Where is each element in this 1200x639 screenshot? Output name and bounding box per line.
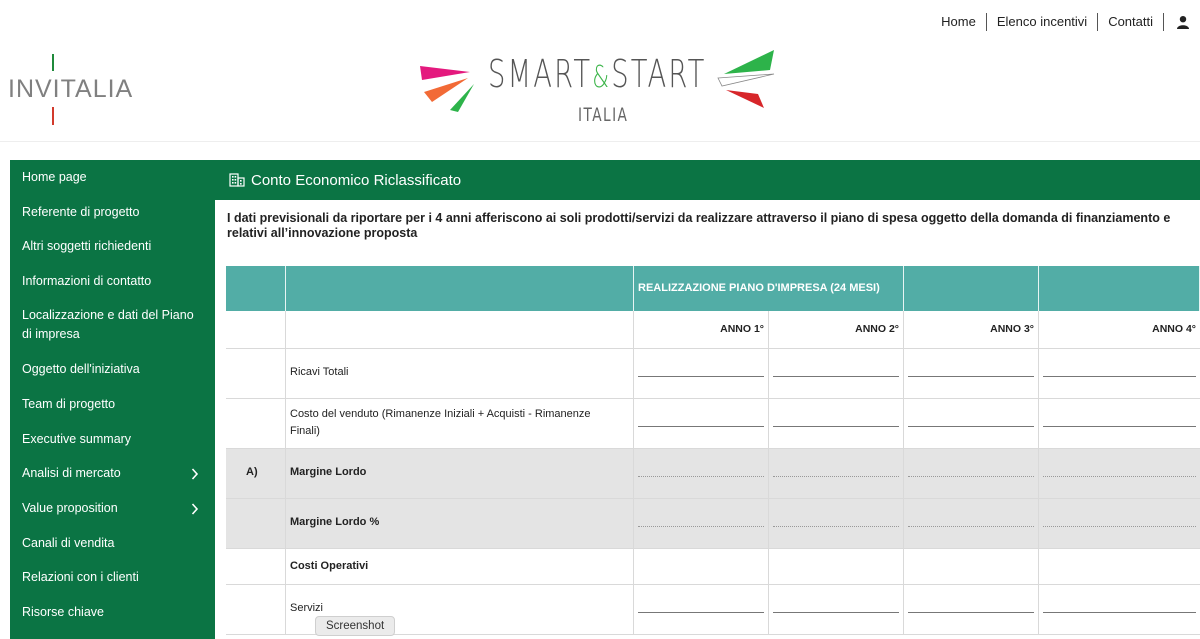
servizi-year3-input[interactable] — [908, 612, 1034, 613]
ricavi-year1-input[interactable] — [638, 376, 764, 377]
year-3-label: ANNO 3° — [990, 323, 1034, 335]
margine-year3-value — [908, 476, 1034, 477]
costo-year4-input[interactable] — [1043, 426, 1196, 427]
row-label-ricavi: Ricavi Totali — [290, 366, 349, 378]
group-header-label: REALIZZAZIONE PIANO D'IMPRESA (24 MESI) — [638, 282, 880, 294]
sidebar-item-home[interactable]: Home page — [22, 170, 87, 184]
sidebar-item-label: Value proposition — [22, 501, 118, 515]
row-label-costo-venduto: Costo del venduto (Rimanenze Iniziali + Acquisti - Rimanenze Finali) — [290, 408, 591, 437]
margine-year4-value — [1043, 476, 1196, 477]
sidebar-item-risorse[interactable]: Risorse chiave — [22, 605, 104, 619]
table-row — [226, 349, 1200, 399]
sidebar-item-altri-soggetti[interactable]: Altri soggetti richiedenti — [22, 239, 152, 253]
costo-year3-input[interactable] — [908, 426, 1034, 427]
sidebar-item-value-proposition[interactable] — [22, 499, 207, 518]
margine-year2-value — [773, 476, 899, 477]
row-label-margine-pct: Margine Lordo % — [290, 516, 380, 528]
nav-incentives[interactable]: Elenco incentivi — [987, 13, 1098, 31]
row-code: A) — [246, 466, 258, 478]
costo-year2-input[interactable] — [773, 426, 899, 427]
sidebar — [10, 160, 215, 639]
nav-home[interactable]: Home — [931, 13, 987, 31]
smart-start-subtitle: ITALIA — [578, 104, 629, 126]
sidebar-item-canali[interactable]: Canali di vendita — [22, 536, 115, 550]
sidebar-item-relazioni[interactable]: Relazioni con i clienti — [22, 570, 139, 584]
servizi-year4-input[interactable] — [1043, 612, 1196, 613]
margine-pct-year3-value — [908, 526, 1034, 527]
panel-header — [215, 160, 1200, 200]
row-label-servizi: Servizi — [290, 602, 324, 614]
logo-red-bar — [52, 107, 54, 125]
year-1-label: ANNO 1° — [720, 323, 764, 335]
nav-contacts[interactable]: Contatti — [1098, 13, 1164, 31]
sidebar-item-analisi[interactable] — [22, 464, 207, 483]
title-smart: SMART — [488, 52, 593, 96]
year-4-label: ANNO 4° — [1152, 323, 1196, 335]
servizi-year2-input[interactable] — [773, 612, 899, 613]
ricavi-year2-input[interactable] — [773, 376, 899, 377]
invitalia-logo[interactable] — [8, 54, 138, 128]
row-label-margine-lordo: Margine Lordo — [290, 466, 367, 478]
row-label-costi-operativi: Costi Operativi — [290, 560, 369, 572]
table-row — [226, 449, 1200, 499]
table-group-header — [226, 266, 1200, 311]
building-icon — [229, 173, 245, 187]
user-icon[interactable] — [1164, 15, 1200, 29]
servizi-year1-input[interactable] — [638, 612, 764, 613]
margine-pct-year1-value — [638, 526, 764, 527]
sidebar-item-executive[interactable]: Executive summary — [22, 432, 132, 446]
chevron-right-icon — [191, 464, 199, 486]
invitalia-wordmark: INVITALIA — [8, 75, 134, 103]
table-row — [226, 549, 1200, 585]
sidebar-item-referente[interactable]: Referente di progetto — [22, 205, 140, 219]
sidebar-item-team[interactable]: Team di progetto — [22, 397, 116, 411]
costo-year1-input[interactable] — [638, 426, 764, 427]
table-years-row — [226, 311, 1200, 349]
margine-pct-year2-value — [773, 526, 899, 527]
chevron-right-icon — [191, 499, 199, 521]
year-2-label: ANNO 2° — [855, 323, 899, 335]
title-amp: & — [592, 60, 612, 95]
logo-green-bar — [52, 54, 54, 71]
ricavi-year4-input[interactable] — [1043, 376, 1196, 377]
ricavi-year3-input[interactable] — [908, 376, 1034, 377]
top-nav — [931, 10, 1200, 34]
smart-start-logo[interactable] — [418, 44, 778, 134]
margine-pct-year4-value — [1043, 526, 1196, 527]
panel-title: Conto Economico Riclassificato — [251, 171, 462, 189]
table-row — [226, 499, 1200, 549]
sidebar-item-label: Analisi di mercato — [22, 466, 121, 480]
smart-start-title — [488, 52, 706, 96]
margine-year1-value — [638, 476, 764, 477]
intro-text: I dati previsionali da riportare per i 4 anni afferiscono ai soli prodotti/servizi da realizzare attraverso il piano di spesa oggetto della domanda di finanziamento e relativi all’innovazione proposta — [227, 211, 1171, 240]
sidebar-item-localizzazione[interactable]: Localizzazione e dati del Piano di impresa — [22, 308, 194, 341]
sidebar-item-contatto[interactable]: Informazioni di contatto — [22, 274, 152, 288]
sidebar-item-oggetto[interactable]: Oggetto dell'iniziativa — [22, 362, 140, 376]
screenshot-tooltip: Screenshot — [315, 616, 395, 636]
table-row — [226, 399, 1200, 449]
title-start: START — [611, 52, 707, 96]
